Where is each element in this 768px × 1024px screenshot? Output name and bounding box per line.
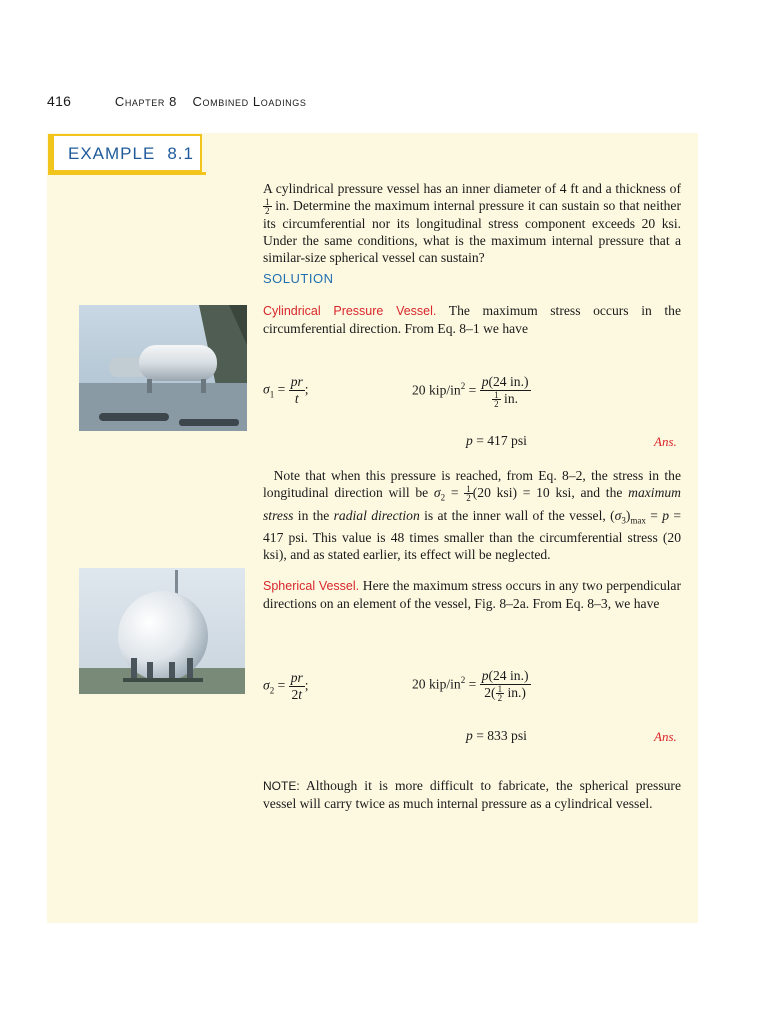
example-heading-box (48, 134, 202, 172)
sph-eq-lhs: $\sigma_2$ = $\frac{pr}{2t}$ ; (263, 670, 309, 702)
cyl-ans: Ans. (654, 434, 677, 449)
sph-intro (263, 577, 681, 612)
chapter-title: Combined Loadings (192, 94, 307, 109)
sph-eq-rhs: 20 kip/$in^2$ = p(24 in.) 2( $\frac{1}{2}$ in.) (412, 668, 529, 704)
sph-result: p = 833 psi (466, 728, 527, 743)
note-label: NOTE: (263, 779, 300, 793)
cyl-eq-rhs: 20 kip/$in^2$ = p(24 in.) $\frac{1}{2}$ in. (412, 374, 529, 410)
cylindrical-vessel-photo (79, 305, 247, 431)
example-underline (48, 172, 206, 175)
chapter-label: Chapter 8 (114, 94, 177, 109)
cyl-intro (263, 302, 681, 337)
solution-label: SOLUTION (263, 271, 334, 286)
cyl-heading: Cylindrical Pressure Vessel. (263, 304, 437, 318)
page-header (47, 93, 306, 110)
sph-intro-text: Here the maximum stress occurs in any two perpendicular directions on an element of the vessel, Fig. 8–2a. From Eq. 8–3, we have (263, 578, 681, 611)
sph-heading: Spherical Vessel. (263, 579, 360, 593)
cyl-intro-text: The maximum stress occurs in the circumferential direction. From Eq. 8–1 we have (263, 303, 682, 336)
note-text: Although it is more difficult to fabricate, the spherical pressure vessel will carry twice as much internal pressure as a cylindrical vessel. (263, 778, 681, 811)
example-accent-bar (48, 134, 54, 172)
example-title (68, 144, 194, 164)
spherical-vessel-photo (79, 568, 245, 694)
page-number: 416 (47, 93, 72, 109)
note-block (263, 777, 681, 812)
example-number: 8.1 (167, 144, 194, 163)
sph-ans: Ans. (654, 729, 677, 744)
example-word: EXAMPLE (68, 144, 156, 163)
problem-statement: A cylindrical pressure vessel has an inner diameter of 4 ft and a thickness of $\frac{1}{2}$ in. Determine the maximum internal pressure it can sustain so that neither its circumferential nor its longitudinal stress component exceeds 20 ksi. Under the same conditions, what is the maximum internal pressure that a similar-size spherical vessel can sustain? (263, 181, 681, 266)
note-paragraph: Note that when this pressure is reached, from Eq. 8–2, the stress in the longitudinal direction will be $\sigma_2$ = $\frac{1}{2}$ (20 ksi) = 10 ksi, and the maximum stress in the radial direction is at the inner wall of the vessel, $(\sigma_3)_{max} = p = 417$ psi. This value is 48 times smaller than the circumferential stress (20 ksi), and as stated earlier, its effect will be neglected. (263, 468, 681, 563)
cyl-eq-lhs: $\sigma_1$ = $\frac{pr}{t}$ ; (263, 374, 309, 406)
cyl-result: p = 417 psi (466, 433, 527, 448)
